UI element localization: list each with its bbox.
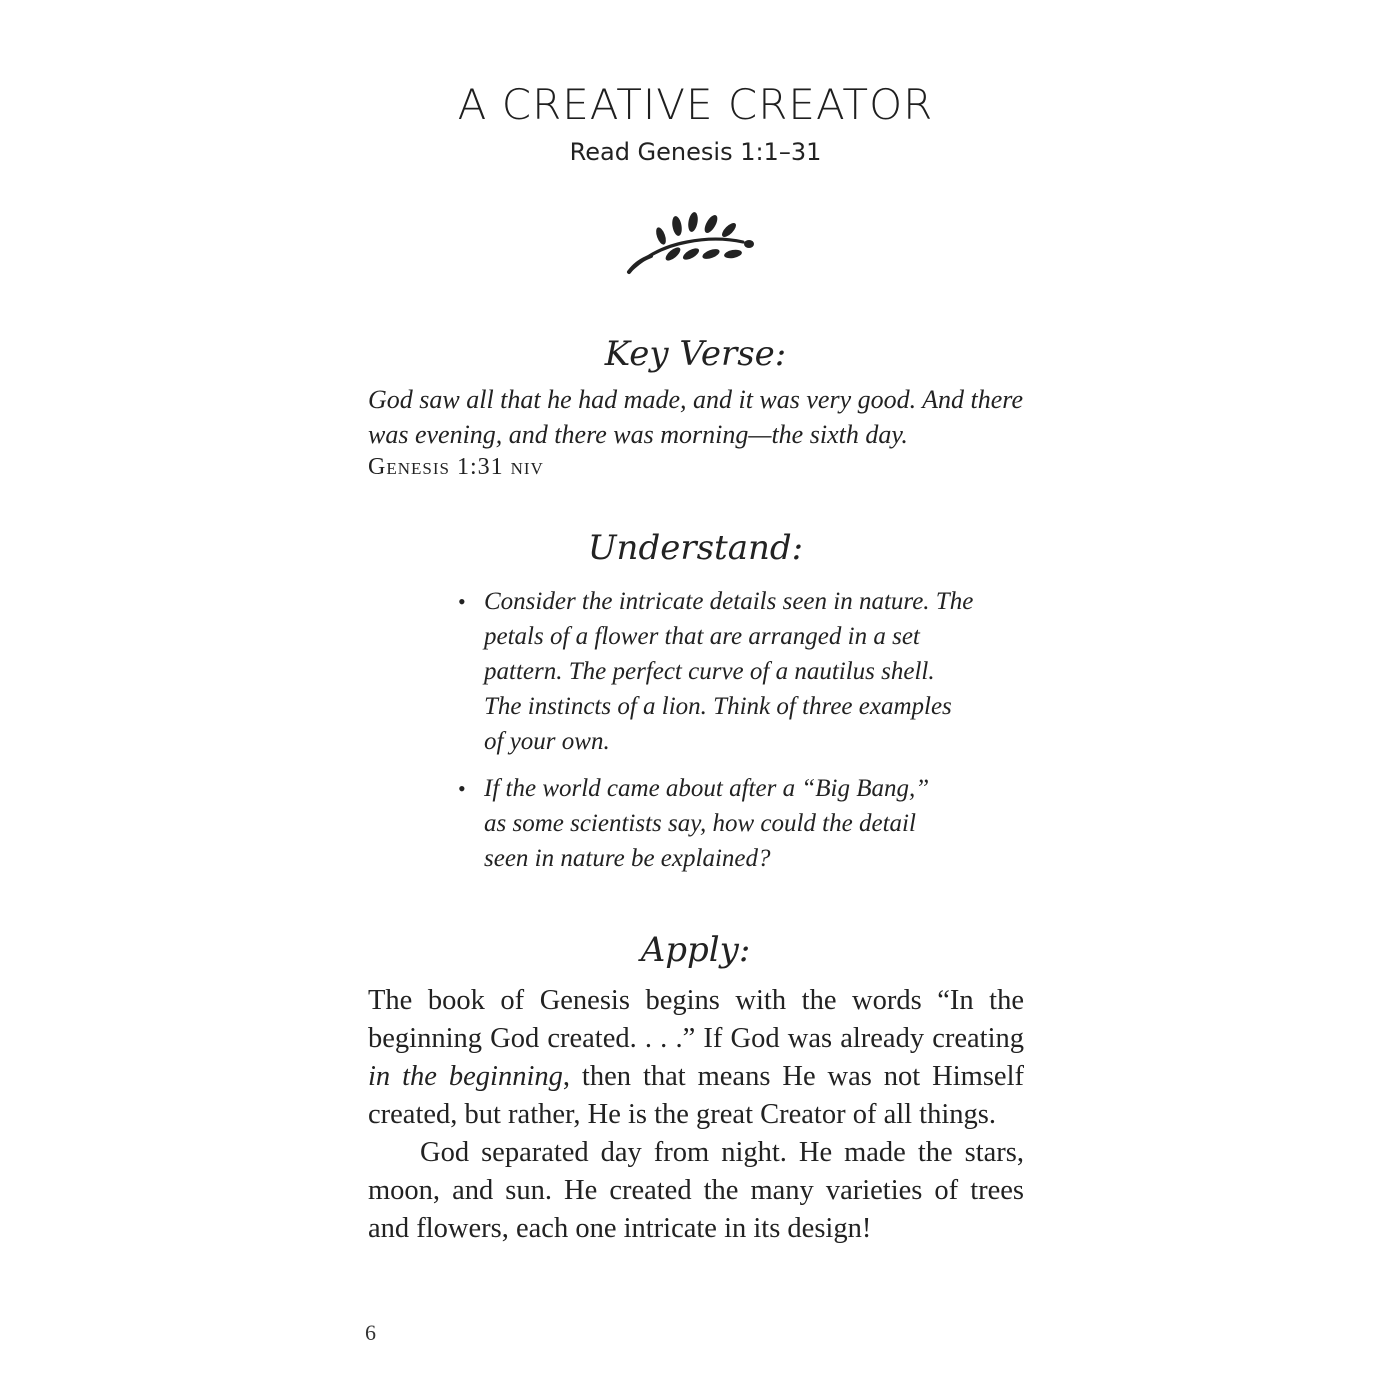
understand-list: [458, 584, 978, 888]
key-verse-reference: Genesis 1:31 niv: [368, 454, 544, 480]
scripture-reading: Read Genesis 1:1–31: [569, 138, 822, 166]
paragraph-text: The book of Genesis begins with the words “In the beginning God created. . . .” If God was already creating: [368, 985, 1024, 1054]
list-item: [458, 584, 974, 759]
list-item-text: If the world came about after a “Big Bang,” as some scientists say, how could the detail seen in nature be explained?: [484, 775, 930, 872]
bullet-icon: •: [458, 776, 466, 801]
list-item: [458, 771, 954, 876]
understand-heading: Understand:: [587, 528, 804, 568]
apply-body: [368, 982, 1024, 1248]
paragraph-text: , then that means He was not Himself created, but rather, He is the great Creator of all things.: [368, 1061, 1024, 1130]
page-number: 6: [365, 1320, 376, 1345]
apply-paragraph: [368, 982, 1024, 1134]
list-item-text: Consider the intricate details seen in nature. The petals of a flower that are arranged in a set pattern. The perfect curve of a nautilus shell. The instincts of a lion. Think of three examples of your own.: [484, 588, 974, 755]
apply-paragraph: God separated day from night. He made the stars, moon, and sun. He created the many varieties of trees and flowers, each one intricate in its design!: [368, 1137, 1024, 1244]
key-verse-heading: Key Verse:: [604, 334, 787, 374]
key-verse-text: God saw all that he had made, and it was very good. And there was evening, and there was morning—the sixth day.: [368, 385, 1024, 449]
emphasis-text: in the beginning: [368, 1061, 563, 1092]
bullet-icon: •: [458, 589, 466, 614]
apply-heading: Apply:: [640, 930, 751, 970]
leaf-sprig-icon: [625, 212, 755, 278]
page-title: A CREATIVE CREATOR: [457, 80, 934, 129]
